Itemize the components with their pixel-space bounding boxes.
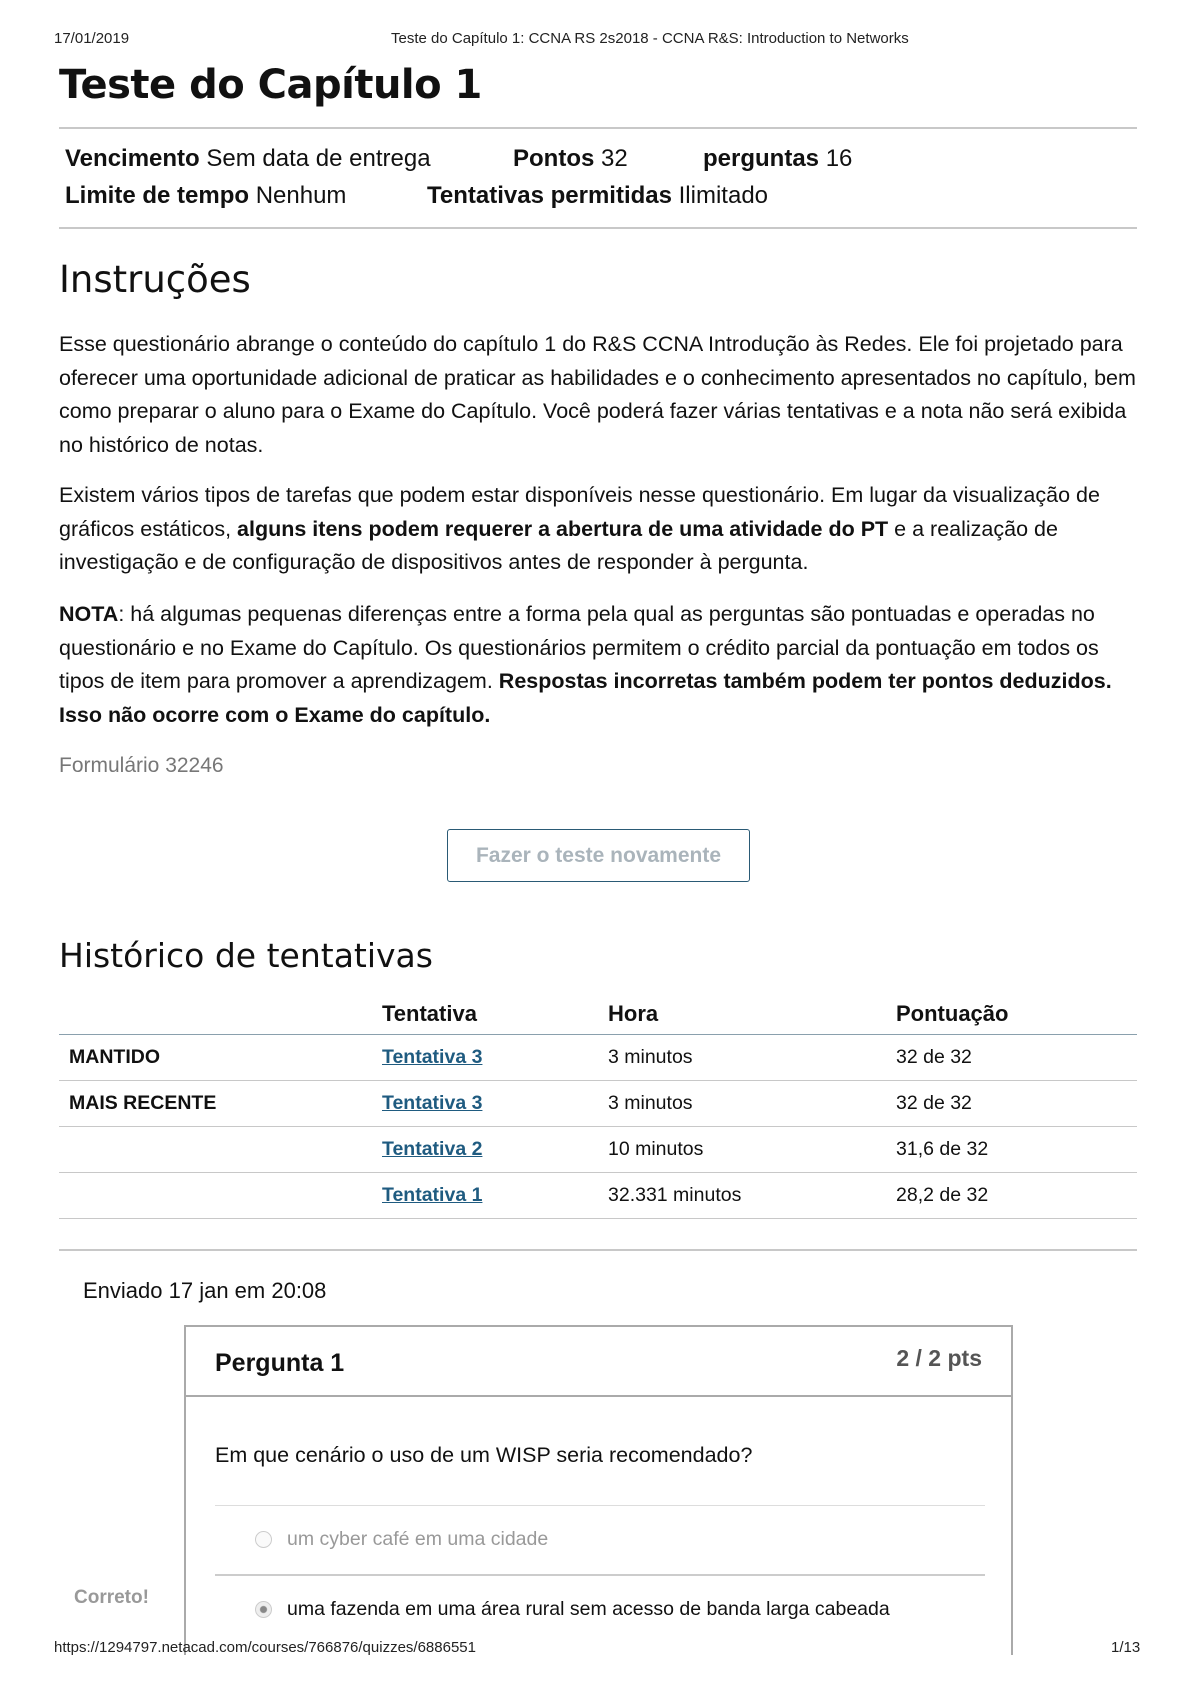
attempts-label: Tentativas permitidas xyxy=(427,182,672,209)
attempt-cell xyxy=(382,1080,608,1126)
attempt-link[interactable]: Tentativa 3 xyxy=(382,1091,483,1114)
column-header: Hora xyxy=(608,994,896,1034)
points-value: 32 xyxy=(601,145,628,172)
answer-option-selected[interactable] xyxy=(215,1574,985,1644)
question-title: Pergunta 1 xyxy=(215,1349,345,1377)
time-limit-info xyxy=(65,182,346,210)
time-label: Limite de tempo xyxy=(65,182,250,209)
print-page-title: Teste do Capítulo 1: CCNA RS 2s2018 - CCNA R&S: Introduction to Networks xyxy=(391,30,909,47)
question-text: Em que cenário o uso de um WISP seria recomendado? xyxy=(215,1443,753,1467)
due-value: Sem data de entrega xyxy=(206,145,431,172)
footer-url: https://1294797.netacad.com/courses/766876/quizzes/6886551 xyxy=(54,1639,476,1656)
table-row xyxy=(59,1034,1137,1080)
time-value: Nenhum xyxy=(255,182,347,209)
attempt-status: MAIS RECENTE xyxy=(59,1080,382,1126)
option-label: um cyber café em uma cidade xyxy=(287,1528,549,1550)
attempts-info xyxy=(427,182,768,210)
attempt-cell xyxy=(382,1172,608,1218)
correct-label: Correto! xyxy=(74,1587,149,1608)
points-label: Pontos xyxy=(513,145,595,172)
column-header xyxy=(59,994,382,1034)
attempt-link[interactable]: Tentativa 1 xyxy=(382,1183,483,1206)
table-row xyxy=(59,1080,1137,1126)
radio-unselected-icon[interactable] xyxy=(255,1531,272,1548)
attempt-status xyxy=(59,1126,382,1172)
attempt-score: 32 de 32 xyxy=(896,1080,1137,1126)
form-id: Formulário 32246 xyxy=(59,754,224,777)
note-paragraph: NOTA: há algumas pequenas diferenças entre a forma pela qual as perguntas são pontuadas e operadas no questionário e no Exame do Capítulo. Os questionários permitem o crédito parcial da pontuação em todos os tipos de item para promover a aprendizagem. Respostas incorretas também podem ter pontos deduzidos. Isso não ocorre com o Exame do capítulo. xyxy=(59,602,1112,727)
question-card xyxy=(184,1325,1013,1655)
attempt-time: 32.331 minutos xyxy=(608,1172,896,1218)
questions-value: 16 xyxy=(825,145,853,172)
instructions-paragraph: Existem vários tipos de tarefas que podem estar disponíveis nesse questionário. Em lugar da visualização de gráficos estáticos, alguns itens podem requerer a abertura de uma atividade do PT e a realização de investigação e de configuração de dispositivos antes de responder à pergunta. xyxy=(59,483,1100,574)
column-header: Pontuação xyxy=(896,994,1137,1034)
attempt-cell xyxy=(382,1034,608,1080)
table-row xyxy=(59,1172,1137,1218)
option-label: uma fazenda em uma área rural sem acesso de banda larga cabeada xyxy=(287,1598,890,1620)
print-date: 17/01/2019 xyxy=(54,30,130,47)
due-info xyxy=(65,145,431,173)
attempt-status: MANTIDO xyxy=(59,1034,382,1080)
instructions-paragraph: Esse questionário abrange o conteúdo do capítulo 1 do R&S CCNA Introdução às Redes. Ele foi projetado para oferecer uma oportunidade adicional de praticar as habilidades e o conhecimento apresentados no capítulo, bem como preparar o aluno para o Exame do Capítulo. Você poderá fazer várias tentativas e a nota não será exibida no histórico de notas. xyxy=(59,332,1136,457)
points-info xyxy=(513,145,628,173)
divider xyxy=(59,227,1137,229)
attempt-time: 10 minutos xyxy=(608,1126,896,1172)
attempt-score: 31,6 de 32 xyxy=(896,1126,1137,1172)
answer-option[interactable] xyxy=(215,1505,985,1575)
question-points: 2 / 2 pts xyxy=(896,1345,982,1371)
submitted-time: Enviado 17 jan em 20:08 xyxy=(83,1278,327,1303)
attempt-status xyxy=(59,1172,382,1218)
page-title: Teste do Capítulo 1 xyxy=(59,62,482,108)
footer-page-number: 1/13 xyxy=(1111,1639,1141,1656)
attempt-link[interactable]: Tentativa 2 xyxy=(382,1137,483,1160)
questions-label: perguntas xyxy=(703,145,820,172)
attempt-time: 3 minutos xyxy=(608,1080,896,1126)
attempt-history-table xyxy=(59,994,1137,1219)
divider xyxy=(59,127,1137,129)
attempt-link[interactable]: Tentativa 3 xyxy=(382,1045,483,1068)
history-heading: Histórico de tentativas xyxy=(59,936,433,975)
instructions-heading: Instruções xyxy=(59,258,251,301)
questions-info xyxy=(703,145,852,173)
attempt-time: 3 minutos xyxy=(608,1034,896,1080)
table-row xyxy=(59,1126,1137,1172)
attempt-cell xyxy=(382,1126,608,1172)
radio-selected-icon[interactable] xyxy=(255,1601,272,1618)
attempt-score: 28,2 de 32 xyxy=(896,1172,1137,1218)
column-header: Tentativa xyxy=(382,994,608,1034)
retake-quiz-button[interactable]: Fazer o teste novamente xyxy=(447,829,750,882)
attempts-value: Ilimitado xyxy=(678,182,769,209)
divider xyxy=(59,1249,1137,1251)
attempt-score: 32 de 32 xyxy=(896,1034,1137,1080)
due-label: Vencimento xyxy=(65,145,200,172)
